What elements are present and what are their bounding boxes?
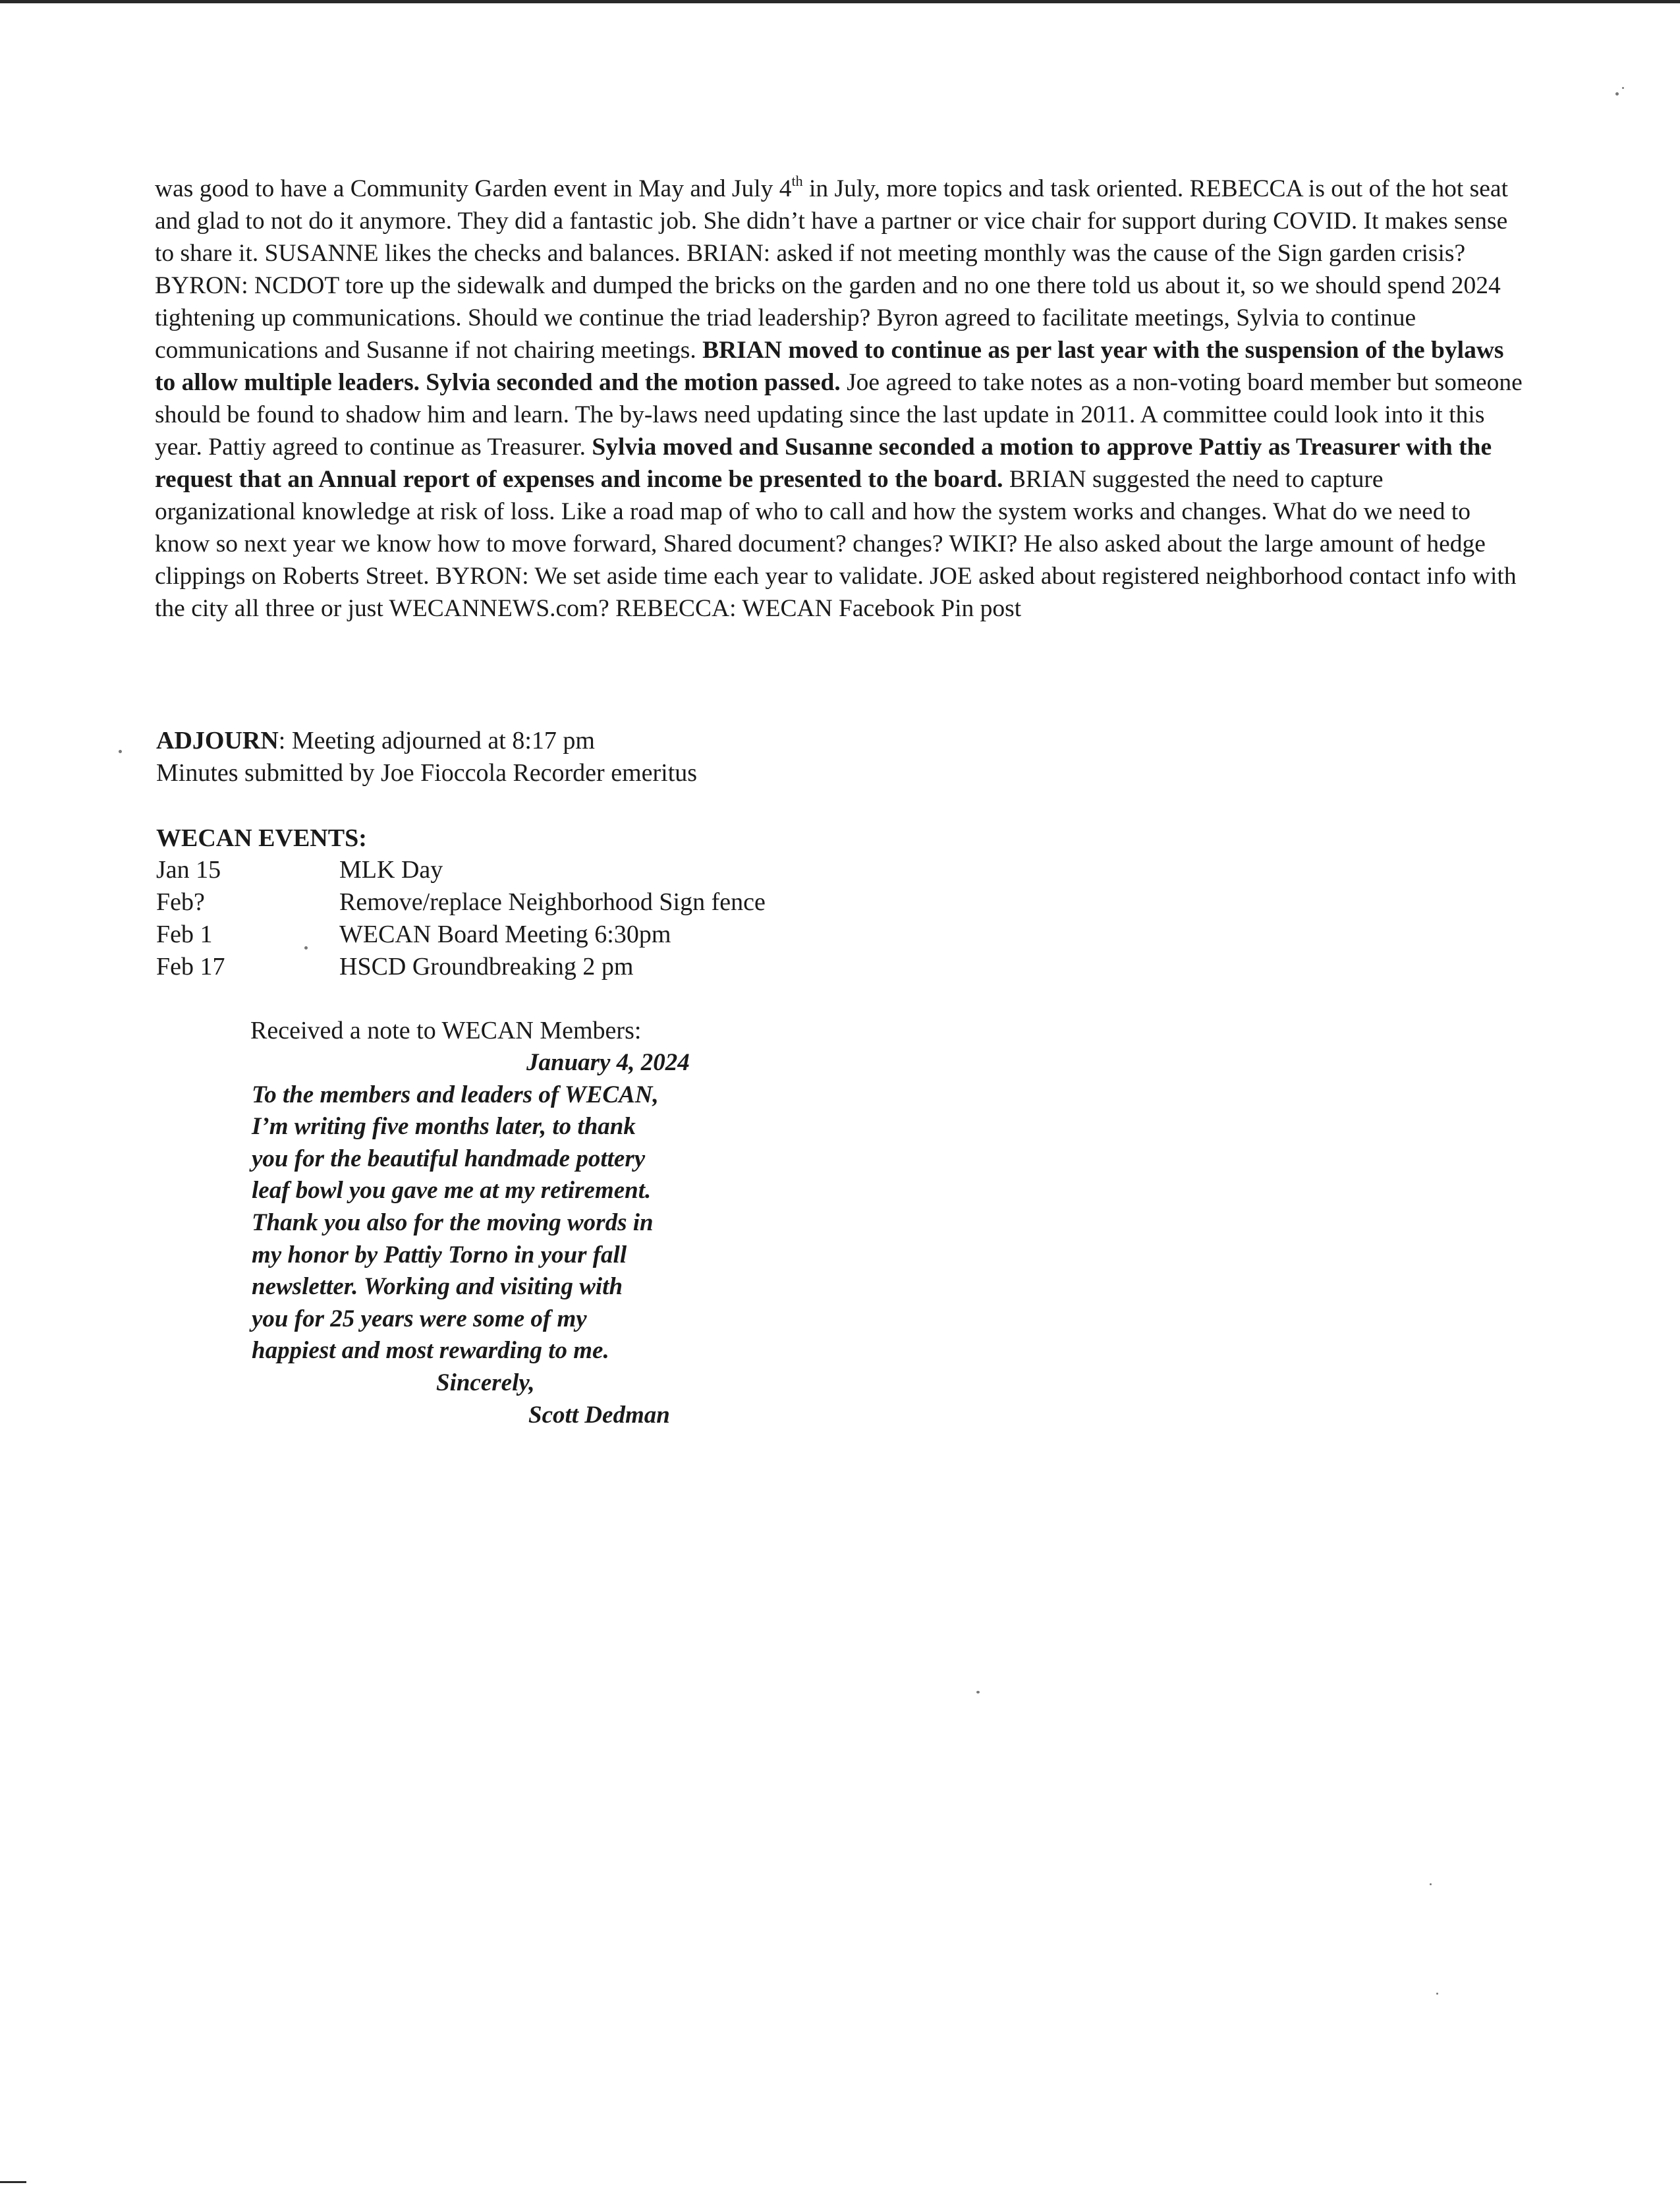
ordinal-suffix: th (791, 173, 803, 189)
letter-line: my honor by Pattiy Torno in your fall (252, 1241, 627, 1268)
minutes-text: BRIAN suggested the need to capture organizational knowledge at risk of loss. Like a road map of who to call and how the system works and changes. What do we need to know so next year we know how to move forward, Shared document? changes? WIKI? He also asked about the large amount of hedge clippings on Roberts Street. BYRON: We set aside time each year to validate. JOE asked about registered neighborhood contact info with the city all three or just WECANNEWS.com? REBECCA: WECAN Facebook Pin post (155, 466, 1517, 622)
letter-closing: Sincerely, (436, 1369, 535, 1396)
event-description: Remove/replace Neighborhood Sign fence (339, 888, 766, 916)
event-description: WECAN Board Meeting 6:30pm (339, 921, 671, 948)
events-heading: WECAN EVENTS: (156, 824, 367, 852)
events-list (156, 854, 766, 983)
scan-edge-mark (0, 2181, 26, 2183)
minutes-text: Joe agreed to take notes as a non-voting board member but someone should be found to shadow him and learn. The by-laws need updating since the last update in 2011. A committee could look into it this year. Pattiy agreed to continue as Treasurer. (155, 369, 1523, 461)
motion-text: Sylvia moved and Susanne seconded a motion to approve Pattiy as Treasurer with the request that an Annual report of expenses and income be presented to the board. (155, 434, 1492, 493)
event-row (156, 854, 766, 886)
event-date: Feb 17 (156, 953, 225, 981)
event-description: HSCD Groundbreaking 2 pm (339, 953, 634, 981)
thank-you-letter (252, 1047, 726, 1431)
letter-line: you for 25 years were some of my (252, 1305, 587, 1332)
scan-speck (304, 946, 308, 950)
scan-speck (1430, 1883, 1432, 1885)
minutes-text: in July, more topics and task oriented. REBECCA is out of the hot seat and glad to not do it anymore. They did a fantastic job. She didn’t have a partner or vice chair for support during COVID. It makes sense to share it. SUSANNE likes the checks and balances. BRIAN: asked if not meeting monthly was the cause of the Sign garden crisis? BYRON: NCDOT tore up the sidewalk and dumped the bricks on the garden and no one there told us about it, so we should spend 2024 tightening up communications. Should we continue the triad leadership? Byron agreed to facilitate meetings, Sylvia to continue communications and Susanne if not chairing meetings. (155, 175, 1508, 364)
adjourn-line (156, 725, 697, 757)
letter-line: I’m writing five months later, to thank (252, 1113, 636, 1141)
scan-edge-top (0, 0, 1680, 3)
adjourn-label: ADJOURN (156, 727, 279, 754)
event-description: MLK Day (339, 856, 443, 884)
letter-line: leaf bowl you gave me at my retirement. (252, 1177, 652, 1205)
event-row (156, 951, 766, 983)
adjourn-section (156, 725, 697, 789)
letter-line: newsletter. Working and visiting with (252, 1273, 623, 1301)
scan-speck (1436, 1993, 1438, 1995)
event-date: Feb? (156, 888, 205, 916)
event-row (156, 919, 766, 951)
letter-line: To the members and leaders of WECAN, (252, 1081, 659, 1108)
scan-speck (976, 1691, 980, 1693)
minutes-text: was good to have a Community Garden event in May and July 4 (155, 175, 792, 202)
motion-text: BRIAN moved to continue as per last year with the suspension of the bylaws to allow multiple leaders. Sylvia seconded and the motion passed. (155, 337, 1504, 396)
event-date: Jan 15 (156, 856, 221, 884)
minutes-submitted: Minutes submitted by Joe Fioccola Recorder emeritus (156, 759, 698, 787)
letter-line: happiest and most rewarding to me. (252, 1337, 609, 1365)
letter-date: January 4, 2024 (526, 1049, 690, 1076)
note-intro: Received a note to WECAN Members: (250, 1017, 642, 1044)
scan-speck (119, 750, 122, 753)
event-date: Feb 1 (156, 921, 213, 948)
scan-speck (1622, 87, 1624, 89)
event-row (156, 886, 766, 919)
scan-speck (1615, 92, 1619, 96)
adjourn-text: : Meeting adjourned at 8:17 pm (278, 727, 595, 754)
minutes-paragraph (155, 173, 1525, 625)
letter-line: Thank you also for the moving words in (252, 1209, 654, 1236)
letter-signature: Scott Dedman (528, 1401, 670, 1429)
letter-line: you for the beautiful handmade pottery (252, 1145, 646, 1172)
